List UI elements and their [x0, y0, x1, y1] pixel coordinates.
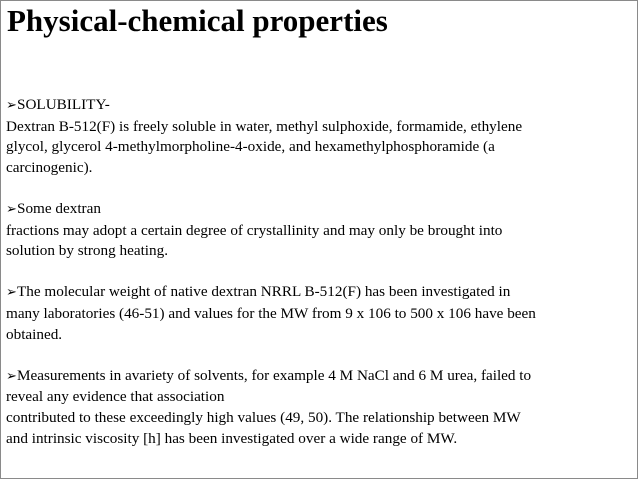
spacer — [6, 262, 634, 283]
bullet-crystallinity — [6, 199, 634, 262]
slide-body — [6, 95, 634, 449]
text-line: obtained. — [6, 325, 63, 343]
text-line: glycol, glycerol 4-methylmorpholine-4-oxide, and hexamethylphosphoramide (a — [6, 138, 495, 156]
text-line: reveal any evidence that association — [6, 388, 225, 406]
spacer — [6, 345, 634, 366]
arrow-bullet-icon: ➢ — [6, 98, 17, 113]
text-line: solution by strong heating. — [6, 242, 168, 260]
spacer — [6, 178, 634, 199]
bullet-heading: SOLUBILITY- — [17, 96, 110, 113]
text-line: and intrinsic viscosity [h] has been investigated over a wide range of MW. — [6, 429, 458, 447]
text-line: carcinogenic). — [6, 158, 93, 176]
slide-title: Physical-chemical properties — [7, 3, 388, 38]
bullet-heading: Some dextran — [17, 199, 101, 217]
bullet-heading: Measurements in avariety of solvents, for example 4 M NaCl and 6 M urea, failed to — [17, 366, 532, 384]
text-line: many laboratories (46-51) and values for the MW from 9 x 106 to 500 x 106 have been — [6, 304, 536, 322]
bullet-solubility — [6, 95, 634, 178]
bullet-measurements — [6, 366, 634, 449]
text-line: contributed to these exceedingly high values (49, 50). The relationship between MW — [6, 408, 521, 426]
arrow-bullet-icon: ➢ — [6, 201, 17, 217]
arrow-bullet-icon: ➢ — [6, 368, 17, 384]
text-line: Dextran B-512(F) is freely soluble in water, methyl sulphoxide, formamide, ethylene — [6, 117, 523, 135]
text-line: fractions may adopt a certain degree of crystallinity and may only be brought into — [6, 221, 503, 239]
arrow-bullet-icon: ➢ — [6, 285, 17, 301]
bullet-molecular-weight — [6, 282, 634, 345]
bullet-heading: The molecular weight of native dextran NRRL B-512(F) has been investigated in — [17, 283, 511, 301]
